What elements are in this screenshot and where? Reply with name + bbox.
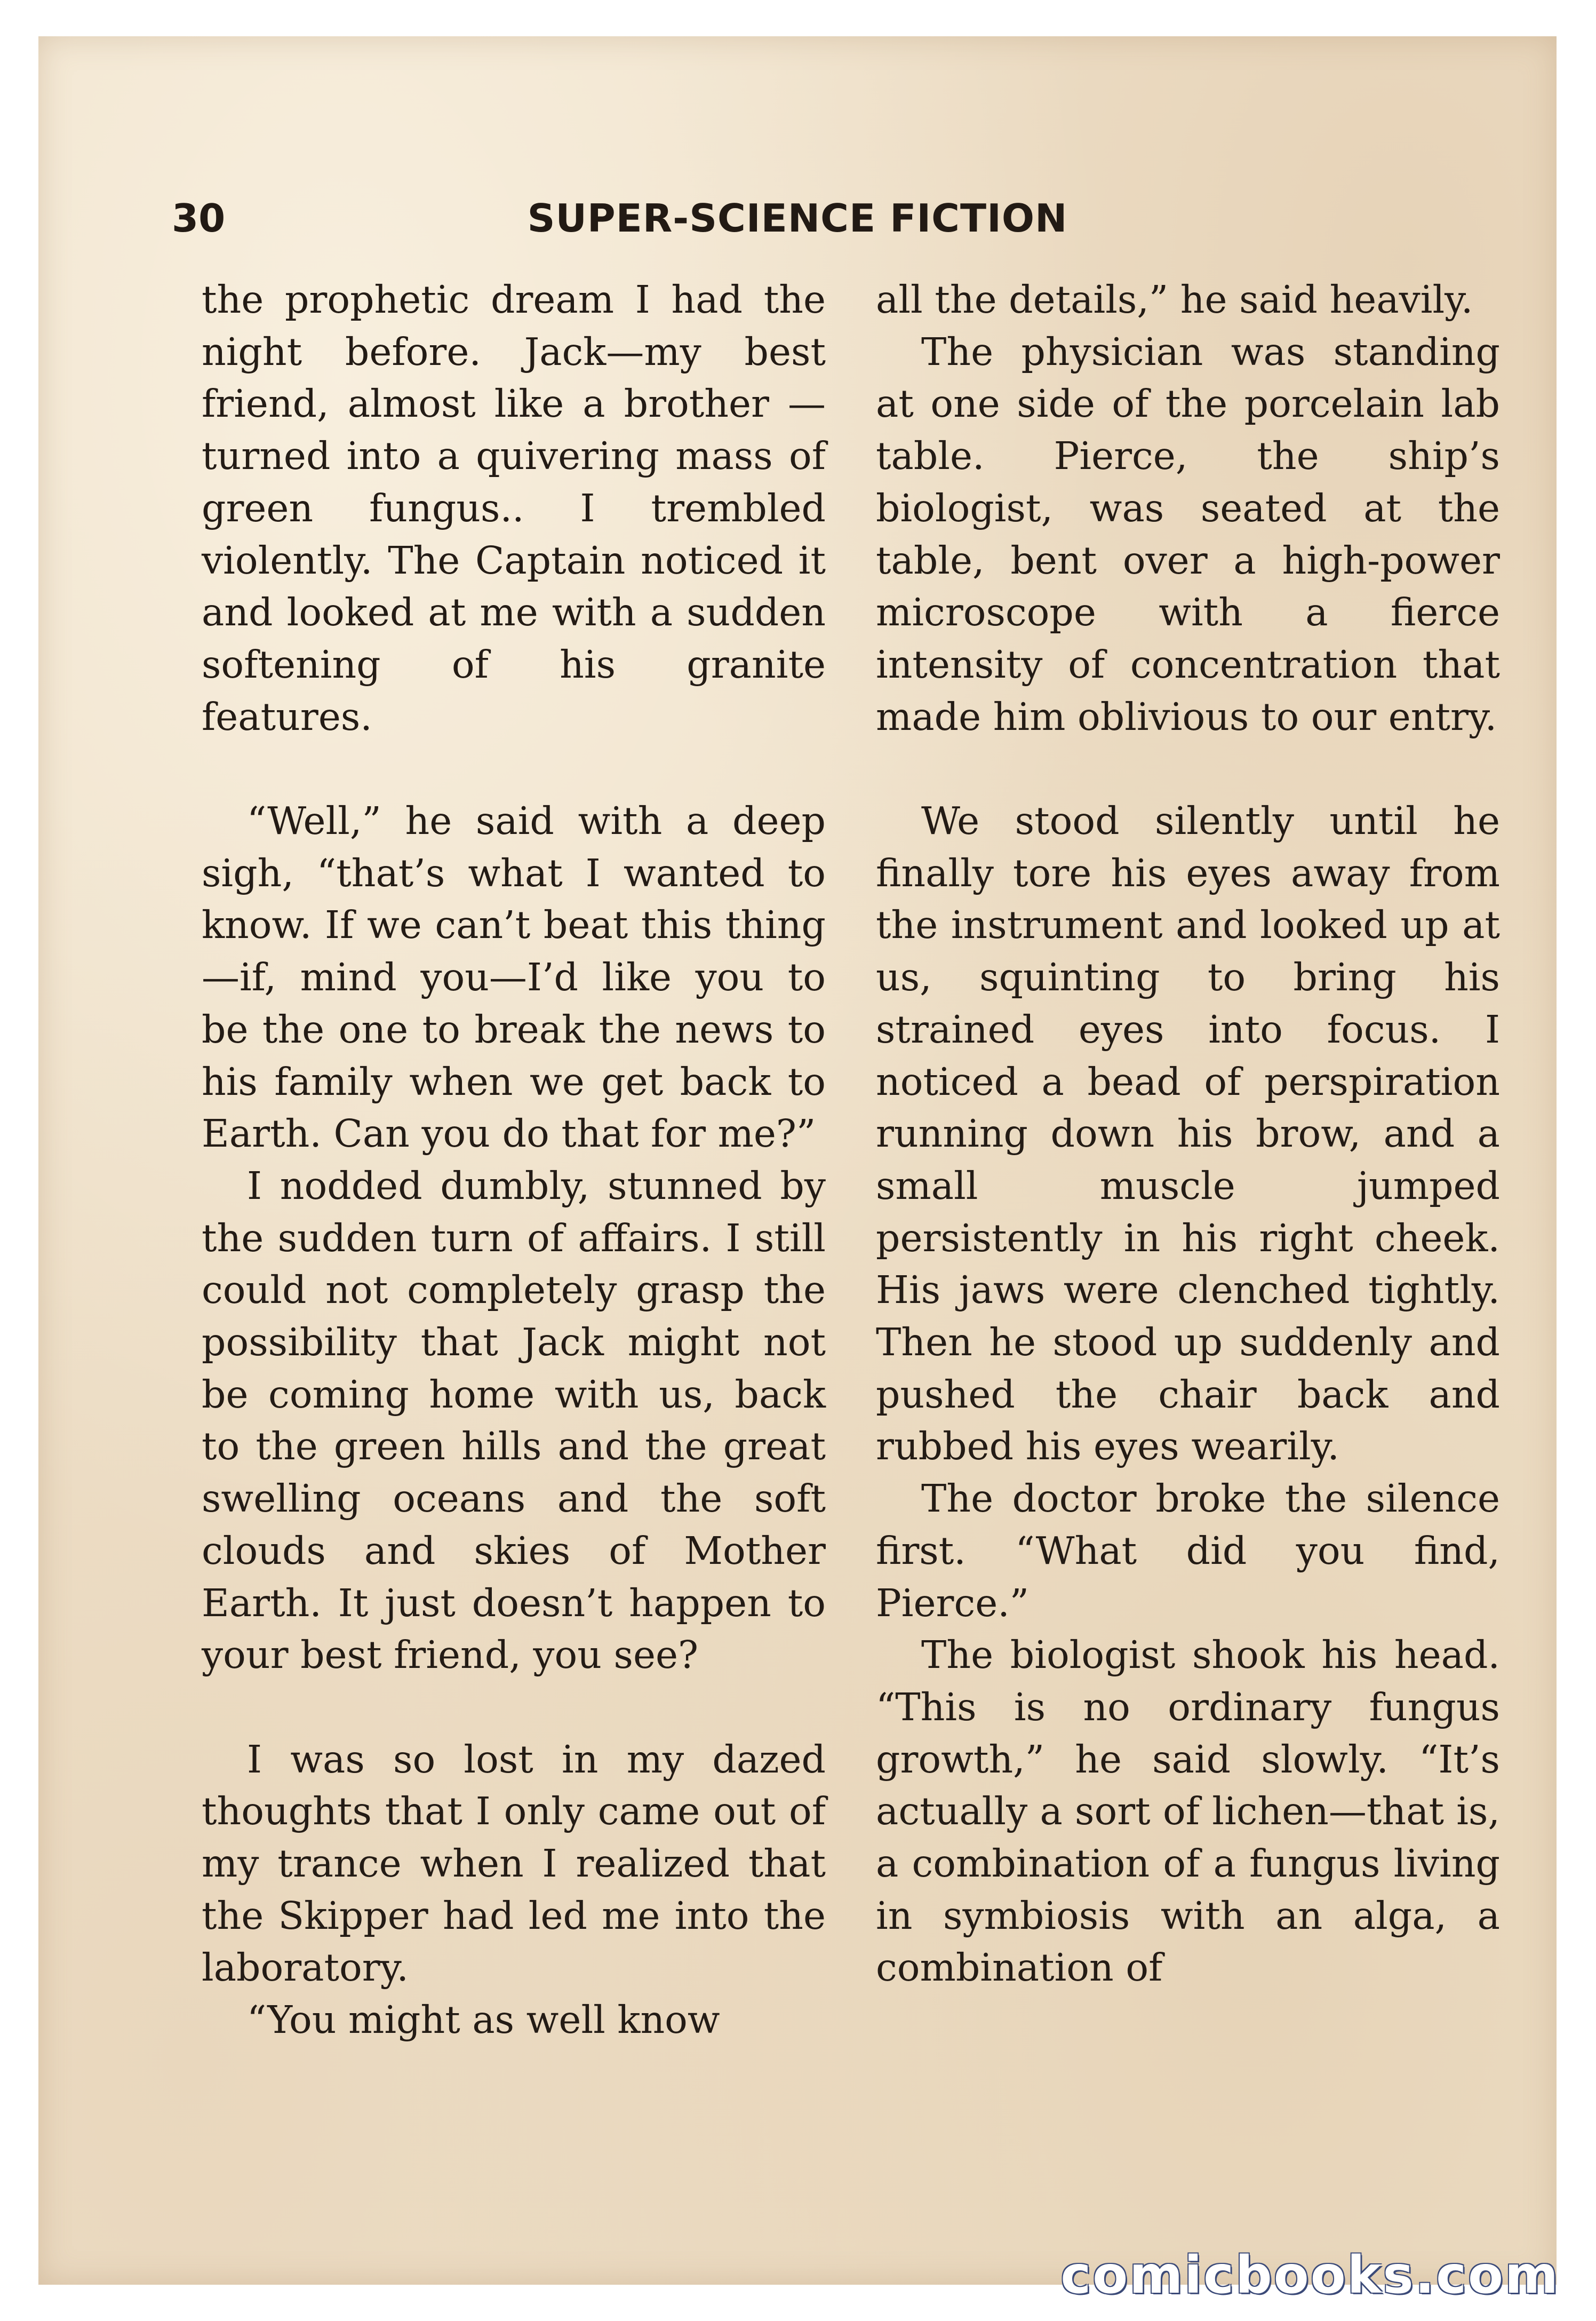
watermark: comicbooks.com [1060, 2245, 1560, 2305]
paragraph: We stood silently until he finally tore his eyes away from the instrument and looked up at us, squinting to bring his strained eyes into focus. I noticed a bead of perspiration running down his brow, and a small muscle jumped persistently in his right cheek. His jaws were clenched tightly. Then he stood up suddenly and pushed the chair back and rubbed his eyes wearily. [876, 799, 1500, 1469]
book-page [38, 36, 1557, 2285]
paragraph: The doctor broke the silence first. “What did you find, Pierce.” [876, 1476, 1500, 1625]
paragraph: “Well,” he said with a deep sigh, “that’s what I wanted to know. If we can’t beat this thing—if, mind you—I’d like you to be the one to break the news to his family when we get back to Earth. Can you do that for me?” [202, 799, 826, 1156]
paragraph: I nodded dumbly, stunned by the sudden turn of affairs. I still could not completely grasp the possibility that Jack might not be coming home with us, back to the green hills and the great swelling oceans and the soft clouds and skies of Mother Earth. It just doesn’t happen to your best friend, you see? [202, 1163, 826, 1678]
paragraph: “You might as well know [247, 1998, 720, 2042]
paragraph: all the details,” he said heavily. [876, 277, 1473, 322]
running-title: SUPER-SCIENCE FICTION [527, 196, 1068, 241]
right-column [876, 274, 1500, 1994]
left-column [202, 274, 826, 2046]
paragraph: the prophetic dream I had the night before. Jack—my best friend, almost like a brother —turned into a quivering mass of green fungus.. I trembled violently. The Captain noticed it and looked at me with a sudden softening of his granite features. [202, 277, 826, 739]
paragraph: The physician was standing at one side of the porcelain lab table. Pierce, the ship’s biologist, was seated at the table, bent over a high-power microscope with a fierce intensity of concentration that made him oblivious to our entry. [876, 329, 1500, 739]
paragraph: I was so lost in my dazed thoughts that I only came out of my trance when I realized that the Skipper had led me into the laboratory. [202, 1737, 826, 1990]
paragraph: The biologist shook his head. “This is no ordinary fungus growth,” he said slowly. “It’s actually a sort of lichen—that is, a combination of a fungus living in symbiosis with an alga, a combination of [876, 1633, 1500, 1990]
page-number: 30 [172, 196, 226, 241]
